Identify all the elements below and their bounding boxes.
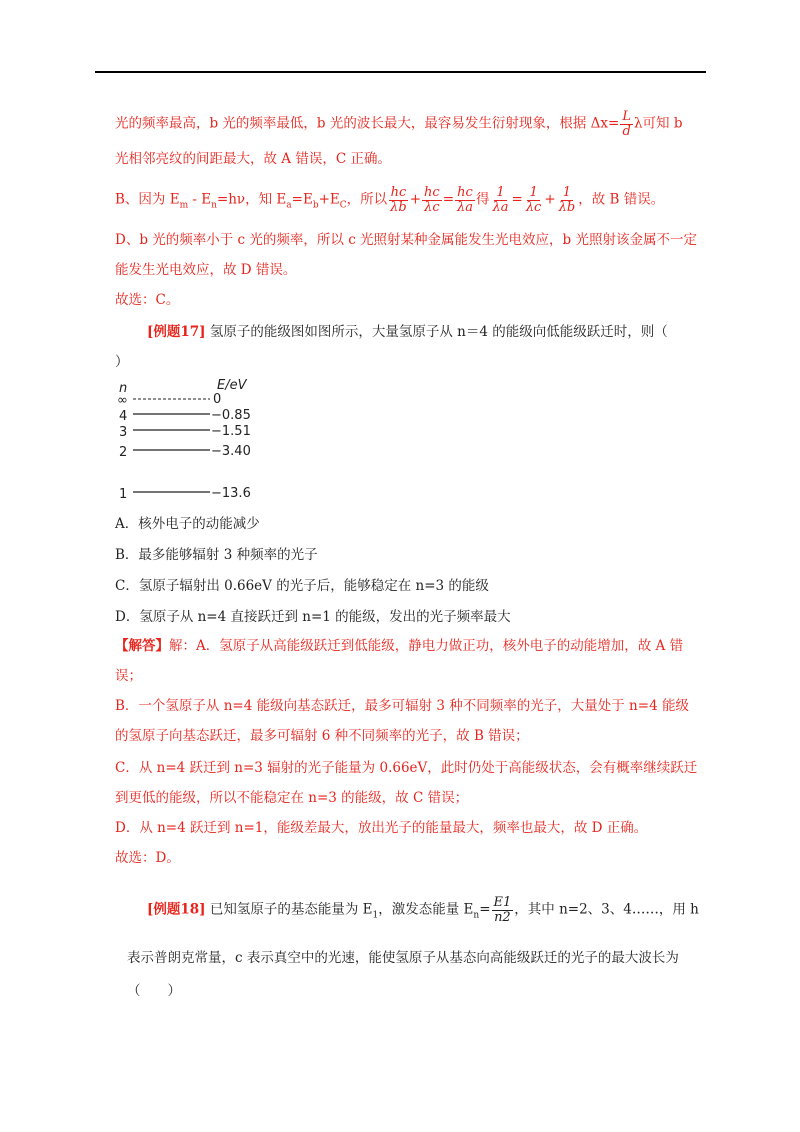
- text: =hν，知 E: [216, 191, 287, 208]
- text: 已知氢原子的基态能量为 E: [209, 901, 373, 918]
- numerator: hc: [424, 185, 440, 200]
- numerator: L: [622, 109, 631, 124]
- text: 解：A．氢原子从高能级跃迁到低能级，静电力做正功，核外电子的动能增加，故 A 错: [169, 638, 684, 654]
- solution-line-d2: 能发生光电效应，故 D 错误。: [115, 262, 297, 278]
- text: =E: [291, 191, 313, 208]
- answer-line-7: D．从 n=4 跃迁到 n=1，能级差最大，放出光子的能量最大，频率也最大，故 D 正确。: [115, 820, 648, 836]
- numerator: 1: [496, 185, 505, 200]
- level-e-4: −0.85: [211, 408, 251, 423]
- answer-choice: 故选：D。: [115, 850, 180, 866]
- example-17-question: [147, 326, 668, 340]
- solution-line-2: 光相邻亮纹的间距最大，故 A 错误，C 正确。: [115, 151, 391, 167]
- option-a: A．核外电子的动能减少: [115, 516, 260, 532]
- text: ，所以: [346, 191, 388, 208]
- subscript: b: [312, 200, 319, 211]
- solution-line-1: [115, 110, 682, 138]
- subscript: m: [179, 200, 189, 211]
- fraction-l-over-d: [620, 110, 633, 138]
- denominator: n2: [494, 909, 511, 925]
- solution-answer: 故选：C。: [115, 292, 180, 308]
- example-18-line-2: 表示普朗克常量，c 表示真空中的光速，能使氢原子从基态向高能级跃迁的光子的最大波长为: [127, 950, 679, 966]
- denominator: λa: [457, 199, 473, 215]
- fraction-e1-over-n2: [492, 896, 514, 924]
- answer-line-6: 到更低的能级，所以不能稳定在 n=3 的能级，故 C 错误；: [115, 790, 469, 806]
- option-c: C．氢原子辐射出 0.66eV 的光子后，能够稳定在 n=3 的能级: [115, 578, 489, 594]
- example-17-paren: ）: [115, 354, 129, 370]
- example-18-tag: [例题18]: [147, 901, 206, 918]
- subscript: C: [339, 200, 347, 211]
- fraction-hc-over-lambda-b: [388, 186, 409, 214]
- solution-line-d1: D、b 光的频率小于 c 光的频率，所以 c 光照射某种金属能发生光电效应，b 光照射该金属不一定: [115, 232, 697, 248]
- numerator: hc: [390, 185, 407, 200]
- example-18-question: [147, 896, 699, 924]
- answer-line-1: [115, 640, 683, 654]
- denominator: λb: [390, 199, 407, 215]
- text: 光的频率最高，b 光的频率最低，b 光的波长最大，最容易发生衍射现象，根据 Δx=: [115, 115, 620, 132]
- n-axis-label: n: [119, 381, 128, 396]
- text: =: [479, 901, 491, 918]
- level-e-inf: 0: [213, 392, 222, 407]
- text: ，激发态能量 E: [378, 901, 474, 918]
- answer-line-5: C．从 n=4 跃迁到 n=3 辐射的光子能量为 0.66eV，此时仍处于高能级状态，会有概率继续跃迁: [115, 760, 698, 776]
- level-n-3: 3: [119, 425, 128, 440]
- level-n-2: 2: [119, 445, 128, 460]
- fraction-hc-over-lambda-a: [455, 186, 475, 214]
- answer-tag: 【解答】: [115, 638, 169, 654]
- subscript: n: [473, 910, 480, 921]
- level-n-inf: ∞: [117, 393, 128, 408]
- numerator: 1: [529, 185, 538, 200]
- equals-sign: =: [442, 191, 454, 208]
- denominator: λa: [492, 199, 509, 215]
- fraction-hc-over-lambda-c: [422, 186, 442, 214]
- example-18-paren: （ ）: [127, 983, 181, 999]
- level-n-1: 1: [119, 487, 128, 502]
- text: - E: [188, 191, 212, 208]
- subscript: 1: [372, 910, 379, 921]
- fraction-1-over-lambda-a: [491, 186, 511, 214]
- denominator: λc: [525, 199, 542, 215]
- text: λ可知 b: [633, 115, 683, 132]
- plus-sign: +: [409, 191, 422, 208]
- denominator: λb: [558, 199, 576, 215]
- fraction-1-over-lambda-b: [557, 186, 578, 214]
- energy-axis-label: E/eV: [217, 378, 247, 393]
- text: B、因为 E: [115, 191, 180, 208]
- numerator: 1: [562, 185, 572, 200]
- answer-line-4: 的氢原子向基态跃迁，最多可辐射 6 种不同频率的光子，故 B 错误；: [115, 728, 529, 744]
- level-e-1: −13.6: [211, 486, 251, 501]
- header-rule: [95, 71, 706, 73]
- answer-line-3: B．一个氢原子从 n=4 能级向基态跃迁，最多可辐射 3 种不同频率的光子，大量处于 n=4 能级: [115, 698, 689, 714]
- fraction-1-over-lambda-c: [524, 186, 544, 214]
- text: ，故 B 错误。: [578, 191, 665, 208]
- level-e-2: −3.40: [211, 444, 251, 459]
- numerator: E1: [493, 895, 512, 910]
- solution-line-b: [115, 186, 664, 214]
- text: ，其中 n=2、3、4……，用 h: [514, 901, 699, 918]
- option-d: D．氢原子从 n=4 直接跃迁到 n=1 的能级，发出的光子频率最大: [115, 609, 511, 625]
- level-n-4: 4: [119, 409, 128, 424]
- text: +E: [318, 191, 340, 208]
- text: 得: [476, 191, 490, 208]
- equals-sign: =: [511, 191, 523, 208]
- option-b: B．最多能够辐射 3 种频率的光子: [115, 547, 318, 563]
- plus-sign: +: [544, 191, 556, 208]
- question-text: 氢原子的能级图如图所示，大量氢原子从 n＝4 的能级向低能级跃迁时，则（: [209, 324, 668, 340]
- numerator: hc: [457, 185, 473, 200]
- denominator: d: [622, 123, 631, 139]
- example-17-tag: [例题17]: [147, 324, 206, 340]
- level-e-3: −1.51: [211, 424, 251, 439]
- answer-line-2: 误；: [115, 668, 142, 684]
- denominator: λc: [424, 199, 440, 215]
- subscript: n: [211, 200, 217, 211]
- energy-level-diagram: [115, 378, 275, 508]
- subscript: a: [286, 200, 292, 211]
